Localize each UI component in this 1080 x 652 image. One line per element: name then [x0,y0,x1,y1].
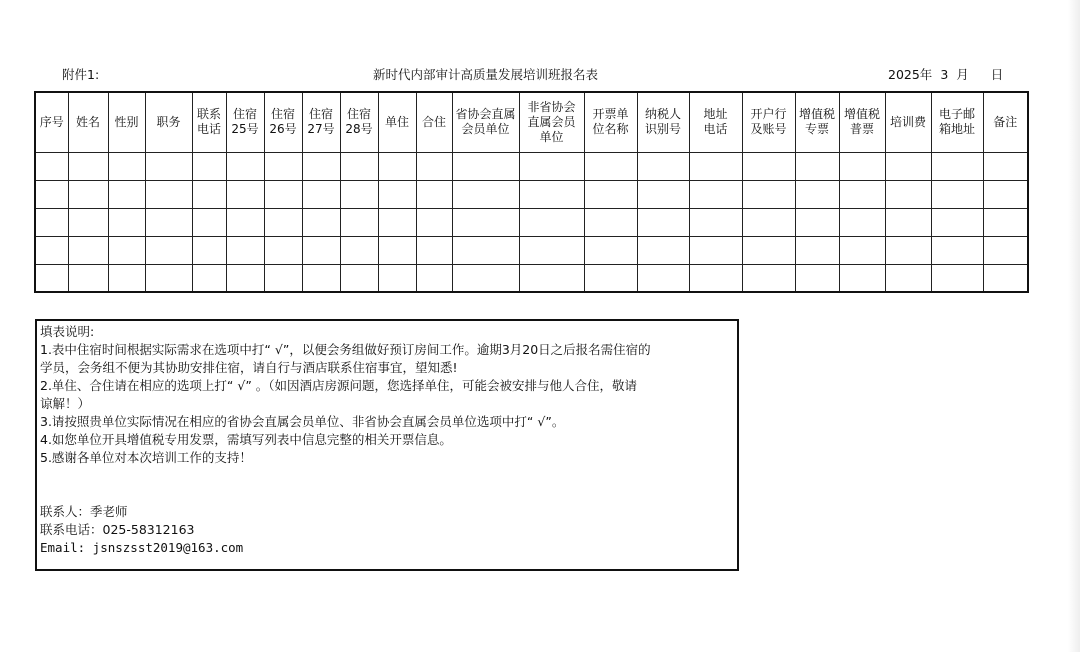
table-cell[interactable] [35,208,68,236]
column-header-label: 住宿 25号 [231,107,259,137]
instruction-line-4: 4.如您单位开具增值税专用发票，需填写列表中信息完整的相关开票信息。 [40,432,452,447]
table-row [35,236,1028,264]
column-header [378,92,416,152]
instruction-line-1-cont: 学员，会务组不便为其协助安排住宿，请自行与酒店联系住宿事宜，望知悉! [40,360,458,375]
date-month-label: 月 [956,67,969,82]
table-cell[interactable] [145,152,192,180]
table-cell[interactable] [983,208,1028,236]
table-cell[interactable] [931,180,983,208]
table-cell[interactable] [108,264,145,292]
date-year: 2025年 [888,67,933,82]
attachment-label: 附件1: [62,67,100,82]
table-cell[interactable] [689,180,742,208]
table-cell[interactable] [839,264,885,292]
date-month-value: 3 [940,67,949,82]
column-header [226,92,264,152]
table-cell[interactable] [689,208,742,236]
contact-person: 联系人：季老师 [40,504,128,519]
column-header [839,92,885,152]
notes-spacer [40,467,734,503]
column-header-label: 地址 电话 [703,107,728,137]
table-cell[interactable] [35,152,68,180]
column-header-label: 住宿 27号 [307,107,335,137]
table-cell[interactable] [519,208,584,236]
table-cell[interactable] [452,152,519,180]
table-cell[interactable] [584,152,637,180]
table-cell[interactable] [519,152,584,180]
table-cell[interactable] [264,180,302,208]
column-header [931,92,983,152]
table-cell[interactable] [192,236,226,264]
table-row [35,208,1028,236]
table-cell[interactable] [192,264,226,292]
table-cell[interactable] [931,208,983,236]
registration-table [34,91,1029,293]
table-header-row [35,92,1028,152]
column-header-label: 开票单 位名称 [592,107,629,137]
table-cell[interactable] [68,264,108,292]
table-cell[interactable] [839,208,885,236]
table-cell[interactable] [378,236,416,264]
column-header [68,92,108,152]
column-header [885,92,931,152]
table-cell[interactable] [378,152,416,180]
table-cell[interactable] [584,264,637,292]
table-cell[interactable] [795,208,839,236]
date-day-label: 日 [990,67,1004,82]
table-cell[interactable] [68,180,108,208]
table-cell[interactable] [264,236,302,264]
table-cell[interactable] [983,264,1028,292]
column-header-label: 非省协会 直属会员 单位 [527,99,576,144]
table-cell[interactable] [983,180,1028,208]
table-cell[interactable] [689,264,742,292]
table-cell[interactable] [742,236,795,264]
table-cell[interactable] [264,264,302,292]
table-cell[interactable] [226,208,264,236]
contact-phone: 联系电话：025-58312163 [40,522,195,537]
table-cell[interactable] [145,208,192,236]
table-cell[interactable] [340,152,378,180]
column-header-label: 省协会直属 会员单位 [455,107,516,137]
table-cell[interactable] [931,152,983,180]
column-header [302,92,340,152]
instructions-box [35,319,739,571]
table-cell[interactable] [519,180,584,208]
table-cell[interactable] [264,208,302,236]
table-cell[interactable] [378,264,416,292]
table-cell[interactable] [378,208,416,236]
column-header [983,92,1028,152]
table-cell[interactable] [264,152,302,180]
column-header-label: 开户行 及账号 [750,107,787,137]
table-cell[interactable] [584,208,637,236]
column-header [584,92,637,152]
table-row [35,152,1028,180]
column-header-label: 住宿 28号 [345,107,373,137]
table-cell[interactable] [68,208,108,236]
column-header [452,92,519,152]
table-cell[interactable] [108,208,145,236]
table-cell[interactable] [192,152,226,180]
table-cell[interactable] [452,236,519,264]
table-cell[interactable] [519,264,584,292]
table-cell[interactable] [637,208,689,236]
table-cell[interactable] [340,180,378,208]
column-header [637,92,689,152]
table-cell[interactable] [795,236,839,264]
table-cell[interactable] [839,236,885,264]
date-field [888,66,1003,84]
column-header-label: 纳税人 识别号 [644,107,681,137]
table-cell[interactable] [795,152,839,180]
column-header [192,92,226,152]
instruction-line-1: 1.表中住宿时间根据实际需求在选项中打“ √”，以便会务组做好预订房间工作。逾期3月20日之后报名需住宿的 [40,342,651,357]
column-header-label: 联系 电话 [196,107,221,137]
column-header [519,92,584,152]
table-cell[interactable] [983,152,1028,180]
table-cell[interactable] [108,180,145,208]
instruction-line-3: 3.请按照贵单位实际情况在相应的省协会直属会员单位、非省协会直属会员单位选项中打“ √”。 [40,414,565,429]
column-header [742,92,795,152]
table-cell[interactable] [452,264,519,292]
table-row [35,264,1028,292]
table-cell[interactable] [931,264,983,292]
table-cell[interactable] [302,152,340,180]
table-cell[interactable] [302,264,340,292]
table-cell[interactable] [983,236,1028,264]
table-cell[interactable] [839,152,885,180]
table-cell[interactable] [839,180,885,208]
table-cell[interactable] [584,180,637,208]
contact-email: Email: jsnszsst2019@163.com [40,540,244,555]
column-header [108,92,145,152]
column-header-label: 单住 [384,114,409,129]
table-cell[interactable] [452,208,519,236]
column-header-label: 电子邮 箱地址 [938,107,975,137]
column-header-label: 序号 [39,114,64,129]
table-cell[interactable] [452,180,519,208]
table-cell[interactable] [302,208,340,236]
table-cell[interactable] [145,236,192,264]
table-cell[interactable] [742,264,795,292]
table-cell[interactable] [931,236,983,264]
column-header-label: 姓名 [75,114,100,129]
column-header-label: 职务 [156,114,181,129]
table-cell[interactable] [302,236,340,264]
table-cell[interactable] [742,180,795,208]
table-cell[interactable] [378,180,416,208]
table-cell[interactable] [192,208,226,236]
table-cell[interactable] [885,236,931,264]
table-cell[interactable] [795,264,839,292]
page-edge-shadow [1068,0,1080,652]
table-cell[interactable] [689,152,742,180]
column-header [340,92,378,152]
table-cell[interactable] [584,236,637,264]
table-cell[interactable] [108,236,145,264]
column-header-label: 备注 [993,114,1018,129]
column-header [35,92,68,152]
table-cell[interactable] [885,208,931,236]
table-cell[interactable] [416,236,452,264]
column-header [416,92,452,152]
table-cell[interactable] [742,208,795,236]
column-header-label: 培训费 [889,114,926,129]
table-cell[interactable] [35,264,68,292]
table-cell[interactable] [226,152,264,180]
table-cell[interactable] [637,152,689,180]
table-cell[interactable] [226,264,264,292]
table-cell[interactable] [226,180,264,208]
table-cell[interactable] [885,180,931,208]
table-cell[interactable] [68,236,108,264]
instruction-line-2-cont: 谅解！） [40,396,91,411]
table-cell[interactable] [885,152,931,180]
form-title: 新时代内部审计高质量发展培训班报名表 [373,67,599,82]
table-cell[interactable] [145,264,192,292]
column-header [689,92,742,152]
table-cell[interactable] [302,180,340,208]
table-cell[interactable] [416,152,452,180]
table-row [35,180,1028,208]
table-cell[interactable] [340,236,378,264]
table-cell[interactable] [795,180,839,208]
column-header [795,92,839,152]
table-cell[interactable] [340,264,378,292]
instruction-line-5: 5.感谢各单位对本次培训工作的支持！ [40,450,252,465]
table-cell[interactable] [340,208,378,236]
column-header-label: 增值税 普票 [843,107,880,137]
table-cell[interactable] [885,264,931,292]
instructions-heading: 填表说明: [40,324,95,339]
table-body [35,152,1028,292]
table-cell[interactable] [416,208,452,236]
table-cell[interactable] [637,264,689,292]
column-header-label: 增值税 专票 [798,107,835,137]
instruction-line-2: 2.单住、合住请在相应的选项上打“ √” 。（如因酒店房源问题，您选择单住，可能会被安排与他人合住，敬请 [40,378,638,393]
table-cell[interactable] [35,180,68,208]
table-cell[interactable] [226,236,264,264]
table-cell[interactable] [35,236,68,264]
table-cell[interactable] [416,264,452,292]
column-header [145,92,192,152]
table-cell[interactable] [637,236,689,264]
table-cell[interactable] [68,152,108,180]
table-cell[interactable] [108,152,145,180]
table-cell[interactable] [416,180,452,208]
table-cell[interactable] [145,180,192,208]
table-cell[interactable] [519,236,584,264]
column-header-label: 合住 [421,114,446,129]
table-cell[interactable] [637,180,689,208]
table-cell[interactable] [742,152,795,180]
column-header [264,92,302,152]
column-header-label: 性别 [114,114,139,129]
table-cell[interactable] [192,180,226,208]
column-header-label: 住宿 26号 [269,107,297,137]
table-cell[interactable] [689,236,742,264]
